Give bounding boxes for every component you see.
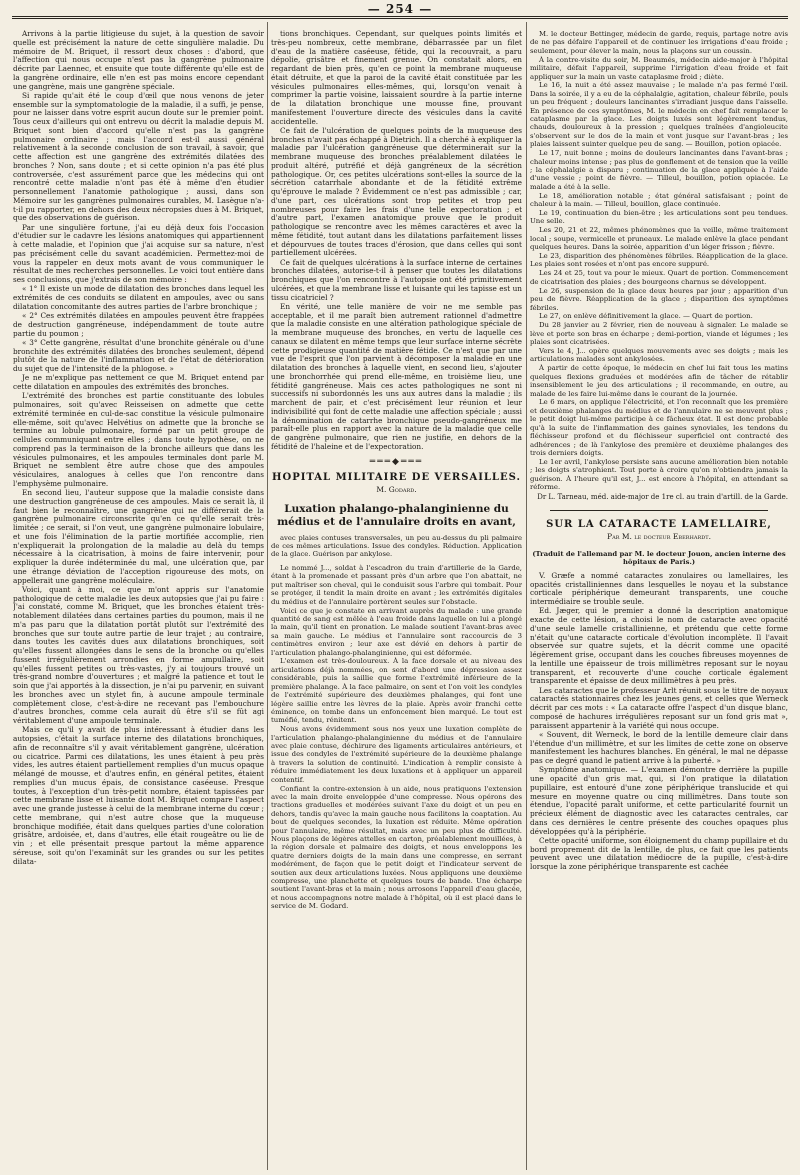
paragraph: « 2° Ces extrémités dilatées en ampoules peuvent être frappées de destruction gangréneuse, indépendamment de toute autre partie du poumon ; [13, 311, 264, 338]
paragraph: Le 19, continuation du bien-être ; les articulations sont peu tendues. Une selle. [530, 209, 788, 226]
header-rule [12, 16, 788, 19]
paragraph: À partir de cette époque, le médecin en chef lui fait tous les matins quelques flexions graduées et modérées afin de tâcher de rétablir insensiblement le jeu des articulations ; il recommande, en outre, au malade de les faire lui-même dans le courant de la journée. [530, 364, 788, 398]
paragraph: Par une singulière fortune, j'ai eu déjà deux fois l'occasion d'étudier sur le cadavre les lésions anatomiques qui appartiennent à cette maladie, et l'opinion que j'ai acquise sur sa nature, n'est pas précisément celle du savant académicien. Permettez-moi de vous la rappeler en deux mots avant de vous communiquer le résultat de mes recherches personnelles. Le voici tout entière dans ses conclusions, que j'extrais de son mémoire : [13, 222, 264, 284]
column-left [13, 30, 264, 1170]
paragraph: L'extrémité des bronches est partie constituante des lobules pulmonaires, soit qu'avec Reisseisen on admette que cette extrémité terminée en cul-de-sac constitue la vésicule pulmonaire elle-même, soit qu'avec Helvétius on admette que la bronche se termine au lobule pulmonaire, formé par un petit groupe de cellules communiquant entre elles ; dans toute hypothèse, on ne comprend pas la terminaison de la bronche ailleurs que dans les vésicules pulmonaires, et les ampoules terminales dont parle M. Briquet ne semblent être autre chose que des ampoules vésiculaires, analogues à celles que l'on rencontre dans l'emphysème pulmonaire. [13, 391, 264, 488]
paragraph: Les 24 et 25, tout va pour le mieux. Quart de portion. Commencement de cicatrisation des plaies ; des bourgeons charnus se développent. [530, 269, 788, 286]
paragraph: Vers le 4, J... opère quelques mouvements avec ses doigts ; mais les articulations malades sont ankylosées. [530, 347, 788, 364]
column-right [530, 30, 788, 1170]
author-signature: Dr L. Tarneau, méd. aide-major de 1re cl. au train d'artill. de la Garde. [537, 493, 788, 502]
paragraph: Je ne m'explique pas nettement ce que M. Briquet entend par cette dilatation en ampoules des extrémités des bronches. [13, 373, 264, 391]
column-divider [267, 22, 268, 1170]
page-number: — 254 — [367, 2, 433, 16]
article-abstract: avec plaies contuses transversales, un peu au-dessus du pli palmaire de ces mêmes articulations. Issue des condyles. Réduction. Application de la glace. Guérison par ankylose. [271, 534, 522, 558]
paragraph: Ce fait de quelques ulcérations à la surface interne de certaines bronches dilatées, autorise-t-il à penser que toutes les dilatations bronchiques que l'on rencontre à l'autopsie ont été primitivement ulcérées, et que la membrane lisse et luisante qui les tapisse est un tissu cicatriciel ? [271, 257, 522, 302]
paragraph: Si rapide qu'ait été le coup d'œil que nous venons de jeter ensemble sur la symptomatologie de la maladie, il a suffi, je pense, pour ne laisser dans votre esprit aucun doute sur le premier point. Tous ceux d'ailleurs qui ont entrevu ou décrit la maladie depuis M. Briquet sont bien d'accord qu'elle n'est pas la gangrène pulmonaire ordinaire ; mais l'accord est-il aussi général relativement à la seconde conclusion de son travail, à savoir, que cette affection est une gangrène des extrémités dilatées des bronches ? Non, sans doute ; et si cette opinion n'a pas été plus controversée, c'est assurément parce que les médecins qui ont rencontré cette maladie n'ont pas été à même d'en étudier personnellement l'anatomie pathologique ; aussi, dans son Mémoire sur les gangrènes pulmonaires curables, M. Lasègue n'a-t-il pu rapporter, en dehors des deux nécropsies dues à M. Briquet, que des observations de guérison. [13, 90, 264, 223]
paragraph: Voici, quant à moi, ce que m'ont appris sur l'anatomie pathologique de cette maladie les deux autopsies que j'ai pu faire : J'ai constaté, comme M. Briquet, que les bronches étaient très-notablement dilatées dans certaines parties du poumon, mais il ne m'a pas paru que la dilatation portât plutôt sur l'extrémité des bronches que sur toute autre partie de leur trajet ; au contraire, dans toutes les cavités dues aux dilatations bronchiques, soit qu'elles fussent allongées dans le sens de la bronche ou qu'elles fussent irrégulièrement arrondies en forme ampullaire, soit qu'elles fussent petites ou très-vastes, j'y ai toujours trouvé un très-grand nombre d'ouvertures ; et malgré la patience et tout le soin que j'ai apportés à la dissection, je n'ai pu parvenir, en suivant les bronches avec un stylet fin, à aucune ampoule terminale complètement close, c'est-à-dire ne recevant pas l'embouchure d'autres bronches, comme cela aurait dû être s'il se fût agi véritablement d'une ampoule terminale. [13, 584, 264, 725]
paragraph: Le nommé J..., soldat à l'escadron du train d'artillerie de la Garde, étant à la promenade et passant près d'un arbre que l'on abattait, ne put maîtriser son cheval, qui le conduisit sous l'arbre qui tombait. Pour se protéger, il tendit la main droite en avant ; les extrémités digitales du médius et de l'annulaire portèrent seules sur l'obstacle. [271, 564, 522, 606]
section-heading: HOPITAL MILITAIRE DE VERSAILLES. [272, 472, 521, 484]
paragraph: « 1° Il existe un mode de dilatation des bronches dans lequel les extrémités de ces conduits se dilatent en ampoules, avec ou sans dilatation concomitante des autres parties de l'arbre bronchique ; [13, 284, 264, 311]
paragraph: Le 23, disparition des phénomènes fébriles. Réapplication de la glace. Les plaies sont rosées et n'ont pas encore suppuré. [530, 252, 788, 269]
paragraph: M. le docteur Bettinger, médecin de garde, requis, partage notre avis de ne pas défaire l'appareil et de continuer les irrigations d'eau froide ; seulement, pour élever la main, nous la plaçons sur un coussin. [530, 30, 788, 55]
paragraph: En vérité, une telle manière de voir ne me semble pas acceptable, et il me paraît bien autrement rationnel d'admettre que la maladie consiste en une altération pathologique spéciale de la membrane muqueuse des bronches, en vertu de laquelle ces canaux se dilatent en même temps que leur surface interne sécrète cette prodigieuse quantité de matière fétide. Ce n'est que par une vue de l'esprit que l'on parvient à décomposer la maladie en une dilatation des bronches à laquelle vient, en second lieu, s'ajouter une bronchorrhée qui prend elle-même, en troisième lieu, une fétidité gangréneuse. Mais ces actes pathologiques ne sont ni successifs ni subordonnés les uns aux autres dans la maladie ; ils marchent de pair, et c'est précisément leur réunion et leur indivisibilité qui font de cette maladie une affection spéciale ; aussi la dénomination de catarrhe bronchique pseudo-gangréneux me paraît-elle plus en rapport avec la nature de la maladie que celle de gangrène pulmonaire, que rien ne justifie, en dehors de la fétidité de l'haleine et de l'expectoration. [271, 301, 522, 451]
paragraph: V. Græfe a nommé cataractes zonulaires ou lamellaires, les opacités cristalliniennes dans lesquelles le noyau et la substance corticale périphérique demeurant transparents, une couche intermédiaire se trouble seule. [530, 570, 788, 607]
paragraph: Le 27, on enlève définitivement la glace. — Quart de portion. [539, 312, 753, 321]
paragraph: « 3° Cette gangrène, résultat d'une bronchite générale ou d'une bronchite des extrémités dilatées des bronches seulement, dépend plutôt de la nature de l'inflammation et de l'état de détérioration du sujet que de l'intensité de la phlogose. » [13, 337, 264, 373]
section-byline: M. Godard. [376, 485, 417, 495]
translation-note: (Traduit de l'allemand par M. le docteur Jouon, ancien interne des hôpitaux de Paris.) [532, 549, 786, 566]
section-byline: Par M. le docteur Eberhardt. [607, 532, 711, 542]
paragraph: « Souvent, dit Werneck, le bord de la lentille demeure clair dans l'étendue d'un millimètre, et sur les limites de cette zone on observe manifestement les hachures blanches. En général, le mal ne dépasse pas ce degré quand le patient arrive à la puberté. » [530, 729, 788, 766]
paragraph: tions bronchiques. Cependant, sur quelques points limités et très-peu nombreux, cette membrane, débarrassée par un filet d'eau de la matière caséeuse, fétide, qui la recouvrait, a paru dépolie, grisâtre et finement grenue. On constatait alors, en regardant de bien près, qu'en ce point la membrane muqueuse était détruite, et que la paroi de la cavité était constituée par les vésicules pulmonaires elles-mêmes, qui, lorsqu'on venait à comprimer la partie voisine, laissaient sourdre à la partie interne de la dilatation bronchique une mousse fine, prouvant manifestement l'ouverture directe des vésicules dans la cavité accidentelle. [271, 30, 522, 126]
column-middle [271, 30, 522, 1170]
paragraph: Les cataractes que le professeur Arlt réunit sous le titre de noyaux cataractés stationnaires chez les jeunes gens, et celles que Werneck décrit par ces mots : « La cataracte offre l'aspect d'un disque blanc, composé de hachures irrégulières reposant sur un fond gris mat », paraissent appartenir à la variété qui nous occupe. [530, 685, 788, 730]
paragraph: Confiant la contre-extension à un aide, nous pratiquons l'extension avec la main droite enveloppée d'une compresse. Nous opérons des tractions graduelles et modérées suivant l'axe du doigt et un peu en dehors, tandis qu'avec la main gauche nous facilitons la coaptation. Au bout de quelques secondes, la luxation est réduite. Même opération pour l'annulaire, même résultat, mais avec un peu plus de difficulté. Nous plaçons de légères attelles en carton, préalablement mouillées, à la région dorsale et palmaire des doigts, et nous enveloppons les quatre derniers doigts de la main dans une compresse, en serrant modérément, de façon que le petit doigt et l'indicateur servent de soutien aux deux articulations luxées. Nous appliquons une deuxième compresse, une planchette et quelques tours de bande. Une écharpe soutient l'avant-bras et la main ; nous arrosons l'appareil d'eau glacée, et nous accompagnons notre malade à l'hôpital, où il est placé dans le service de M. Godard. [271, 784, 522, 911]
paragraph: Voici ce que je constate en arrivant auprès du malade : une grande quantité de sang est mêlée à l'eau froide dans laquelle on lui a plongé la main, qu'il tient en pronation. Le malade soutient l'avant-bras avec sa main gauche. Le médius et l'annulaire sont raccourcis de 3 centimètres environ ; leur axe est dévié en dehors à partir de l'articulation phalango-phalanginienne, qui est déformée. [271, 606, 522, 657]
paragraph: Cette opacité uniforme, son éloignement du champ pupillaire et du bord proprement dit de la lentille, de plus, ce fait que les patients peuvent avec une dilatation médiocre de la pupille, c'est-à-dire lorsque la zone périphérique transparente est cachée [530, 835, 788, 872]
paragraph: Les 20, 21 et 22, mêmes phénomènes que la veille, même traitement local ; soupe, vermicelle et pruneaux. Le malade enlève la glace pendant quelques heures. Dans la soirée, apparition d'un léger frisson ; fièvre. [530, 226, 788, 252]
paragraph: Le 6 mars, on applique l'électricité, et l'on reconnaît que les première et deuxième phalanges du médius et de l'annulaire ne se meuvent plus ; le petit doigt lui-même participe à ce fâcheux état. Il est donc probable qu'à la suite de l'inflammation des gaines synoviales, les tendons du fléchisseur profond et du fléchisseur superficiel ont contracté des adhérences ; de là l'ankylose des première et deuxième phalanges des trois derniers doigts. [530, 398, 788, 457]
paragraph: Mais ce qu'il y avait de plus intéressant à étudier dans les autopsies, c'était la surface interne des dilatations bronchiques, afin de reconnaître s'il y avait véritablement gangrène, ulcération ou cicatrice. Parmi ces dilatations, les unes étaient à peu près vides, les autres étaient partiellement remplies d'un mucus opaque mélangé de mousse, et d'autres enfin, en général petites, étaient remplies d'un mucus épais, de consistance caséeuse. Presque toutes, à l'exception d'un très-petit nombre, étaient tapissées par cette membrane lisse et luisante dont M. Briquet compare l'aspect avec une grande justesse à celui de la membrane interne du cœur ; cette membrane, qui n'est autre chose que la muqueuse bronchique modifiée, était dans quelques parties d'une coloration grisâtre, ardoisée, et, dans d'autres, elle était rougeâtre ou lie de vin ; et elle présentait presque partout la même apparence séreuse, soit qu'on l'examinât sur les grandes ou sur les petites dilata- [13, 725, 264, 866]
paragraph: L'examen est très-douloureux. À la face dorsale et au niveau des articulations déjà nommées, on sent d'abord une dépression assez considérable, puis la saillie que forme l'extrémité inférieure de la première phalange. À la face palmaire, on sent et l'on voit les condyles de l'extrémité supérieure des deuxièmes phalanges, qui font une légère saillie entre les lèvres de la plaie. Après avoir franchi cette éminence, on tombe dans un enfoncement bien marqué. Le tout est tuméfié, tendu, rénitent. [271, 657, 522, 725]
paragraph: Arrivons à la partie litigieuse du sujet, à la question de savoir quelle est précisément la nature de cette singulière maladie. Du mémoire de M. Briquet, il ressort deux choses : d'abord, que l'affection qui nous occupe n'est pas la gangrène pulmonaire décrite par Laennec, et ensuite que toute différente qu'elle est de la gangrène ordinaire, elle n'en est pas moins encore cependant une gangrène, mais une gangrène spéciale. [13, 30, 264, 91]
paragraph: Le 17, nuit bonne ; moins de douleurs lancinantes dans l'avant-bras ; chaleur moins intense ; pas plus de gonflement et de tension que la veille ; la céphalalgie a disparu ; continuation de la glace appliquée à l'aide d'une vessie ; point de fièvre. — Tilleul, bouillon, potion opiacée. Le malade a été à la selle. [530, 149, 788, 191]
paragraph: À la contre-visite du soir, M. Beaumés, médecin aide-major à l'hôpital militaire, défait l'appareil, supprime l'irrigation d'eau froide et fait appliquer sur la main un vaste cataplasme froid ; diète. [530, 55, 788, 81]
article-title: Luxation phalango-phalanginienne du médius et de l'annulaire droits en avant, [277, 503, 516, 528]
paragraph: Ce fait de l'ulcération de quelques points de la muqueuse des bronches n'avait pas échappé à Dietrich. Il a cherché à expliquer la maladie par l'ulcération gangréneuse que déterminerait sur la membrane muqueuse des bronches préalablement dilatées le produit altéré, putréfié et déjà gangréneux de la sécrétion pathologique. Or, ces petites ulcérations sont-elles la source de la sécrétion catarrhale abondante et de la fétidité extrême qu'éprouve le malade ? Évidemment ce n'est pas admissible ; car, d'une part, ces ulcérations sont trop petites et trop peu nombreuses pour faire les frais d'une telle expectoration ; et d'autre part, l'examen anatomique prouve que le produit pathologique se rencontre avec les mêmes caractères et avec la même fétidité, tout autant dans les dilatations parfaitement lisses et dépourvues de toutes traces d'érosion, que dans celles qui sont partiellement ulcérées. [271, 125, 522, 258]
section-ornament: ═══◆═══ [369, 456, 424, 467]
paragraph: Du 28 janvier au 2 février, rien de nouveau à signaler. Le malade se lève et porte son bras en écharpe ; demi-portion, viande et légumes ; les plaies sont cicatrisées. [530, 321, 788, 347]
section-rule [550, 510, 768, 511]
paragraph: Nous avons évidemment sous nos yeux une luxation complète de l'articulation phalango-phalanginienne du médius et de l'annulaire avec plaie contuse, déchirure des ligaments articulaires antérieurs, et issue des condyles de l'extrémité supérieure de la deuxième phalange à travers la solution de continuité. L'indication à remplir consiste à réduire immédiatement les deux luxations et à appliquer un appareil contentif. [271, 725, 522, 784]
paragraph: Le 26, suspension de la glace deux heures par jour ; apparition d'un peu de fièvre. Réapplication de la glace ; disparition des symptômes fébriles. [530, 286, 788, 312]
paragraph: Le 18, amélioration notable ; état général satisfaisant ; point de chaleur à la main. — Tilleul, bouillon, glace continuée. [530, 191, 788, 209]
paragraph: Symptôme anatomique. — L'examen démontre derrière la pupille une opacité d'un gris mat, qui, si l'on pratique la dilatation pupillaire, est entouré d'une zone périphérique translucide et qui mesure en moyenne quatre ou cinq millimètres. Dans toute son étendue, l'opacité paraît uniforme, et cette particularité fournit un précieux élément de diagnostic avec les cataractes centrales, car dans ces dernières le centre présente des couches opaques plus développées qu'à la périphérie. [530, 765, 788, 836]
column-divider [526, 22, 527, 1170]
paragraph: En second lieu, l'auteur suppose que la maladie consiste dans une destruction gangréneuse de ces ampoules. Mais ce serait là, il faut bien le reconnaître, une gangrène qui ne différerait de la gangrène pulmonaire circonscrite qu'en ce qu'elle serait très-limitée ; ce serait, si l'on veut, une gangrène pulmonaire lobulaire, et une fois l'élimination de la partie mortifiée accomplie, rien n'expliquerait la prolongation de la maladie au delà du temps nécessaire à la cicatrisation, à moins de faire intervenir, pour expliquer la durée indéterminée du mal, une ulcération que, par une étrange déviation de l'acception rigoureuse des mots, on appellerait une gangrène moléculaire. [13, 488, 264, 585]
section-heading: SUR LA CATARACTE LAMELLAIRE, [546, 519, 772, 531]
paragraph: Le 1er avril, l'ankylose persiste sans aucune amélioration bien notable ; les doigts s'atrophient. Tout porte à croire qu'on n'obtiendra jamais la guérison. À l'heure qu'il est, J... est encore à l'hôpital, en attendant sa réforme. [530, 457, 788, 492]
paragraph: Ed. Jæger, qui le premier a donné la description anatomique exacte de cette lésion, a choisi le nom de cataracte avec opacité d'une seule lamelle cristallinienne, et prétendu que cette forme n'était qu'une cataracte corticale d'évolution incomplète. Il l'avait observée sur quatre sujets, et la décrit comme une opacité légèrement grise, occupant dans les couches fibreuses moyennes de la lentille une épaisseur de trois millimètres reposant sur le noyau transparent, et recouverte d'une couche corticale également transparente et épaisse de deux millimètres à peu près. [530, 606, 788, 686]
paragraph: Le 16, la nuit a été assez mauvaise ; le malade n'a pas fermé l'œil. Dans la soirée, il y a eu de la céphalalgie, agitation, chaleur fébrile, pouls un peu fréquent ; douleurs lancinantes s'irradiant jusque dans l'aisselle. En présence de ces symptômes, M. le médecin en chef fait remplacer le cataplasme par la glace. Les doigts luxés sont légèrement tendus, chauds, douloureux à la pression ; quelques traînées d'angioleucite s'observent sur le dos de la main et vont jusque sur l'avant-bras ; les plaies laissent suinter quelque peu de sang. — Bouillon, potion opiacée. [530, 81, 788, 149]
